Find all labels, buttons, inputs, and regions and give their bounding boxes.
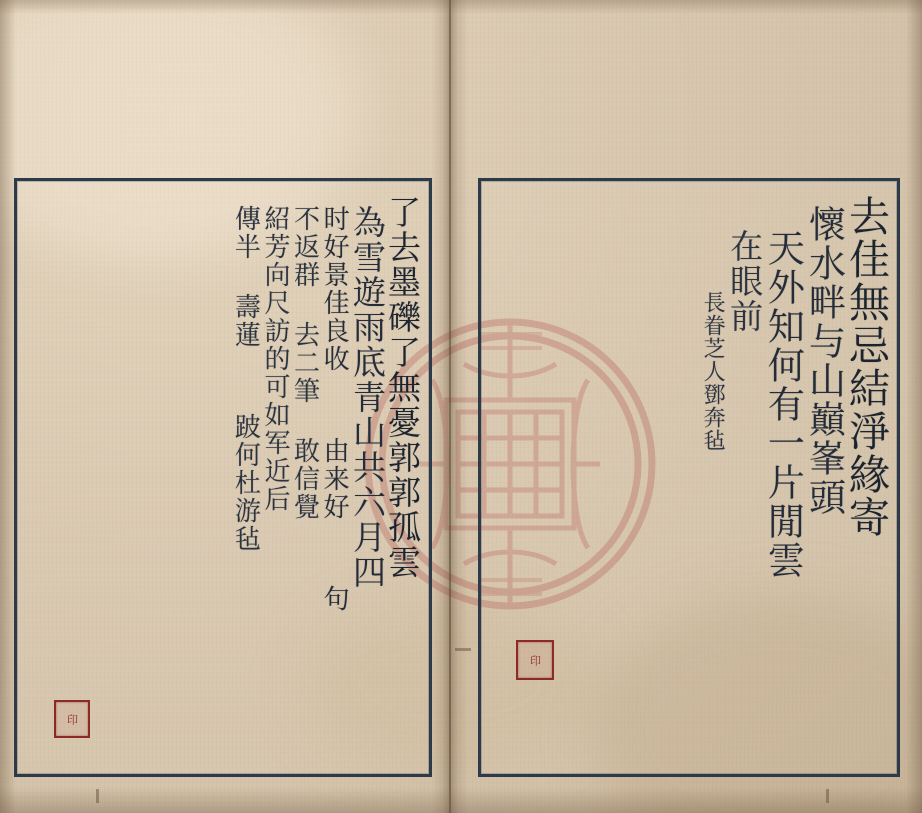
calligraphy-column: 天外知何有一片閒雲 bbox=[761, 229, 805, 580]
left-page-frame bbox=[14, 178, 432, 777]
page-edge-shadow bbox=[0, 0, 922, 14]
calligraphy-column: 在眼前 bbox=[725, 229, 765, 334]
calligraphy-column: 懷水畔与山巔峯頭 bbox=[802, 205, 846, 517]
left-page-columns bbox=[17, 181, 429, 774]
page-edge-shadow bbox=[0, 0, 16, 813]
right-page-columns bbox=[481, 181, 897, 774]
calligraphy-column: 时好景佳良收 由来好 句 bbox=[319, 205, 350, 613]
calligraphy-column: 不返群 去二筆 敢信覺 bbox=[289, 205, 320, 521]
artist-seal-left: 印 bbox=[54, 700, 90, 738]
right-page-frame bbox=[478, 178, 900, 777]
signature-column: 長眷芝人鄧奔毡 bbox=[700, 291, 726, 452]
page-tick-mark bbox=[455, 648, 471, 651]
calligraphy-column: 了去墨礫了無憂郭郭孤雲 bbox=[383, 195, 422, 580]
page-edge-shadow bbox=[906, 0, 922, 813]
page-edge-shadow bbox=[0, 787, 922, 813]
artist-seal-right: 印 bbox=[516, 640, 554, 680]
binding-line bbox=[449, 0, 451, 813]
calligraphy-column: 傳半 壽蓮 跛何杜游毡 bbox=[230, 205, 261, 553]
calligraphy-column: 為雪遊雨底青山共六月四 bbox=[348, 205, 388, 590]
calligraphy-column: 去佳無忌結淨緣寄 bbox=[842, 195, 890, 539]
calligraphy-column: 紹芳向尺訪的可如军近后 bbox=[259, 205, 290, 513]
